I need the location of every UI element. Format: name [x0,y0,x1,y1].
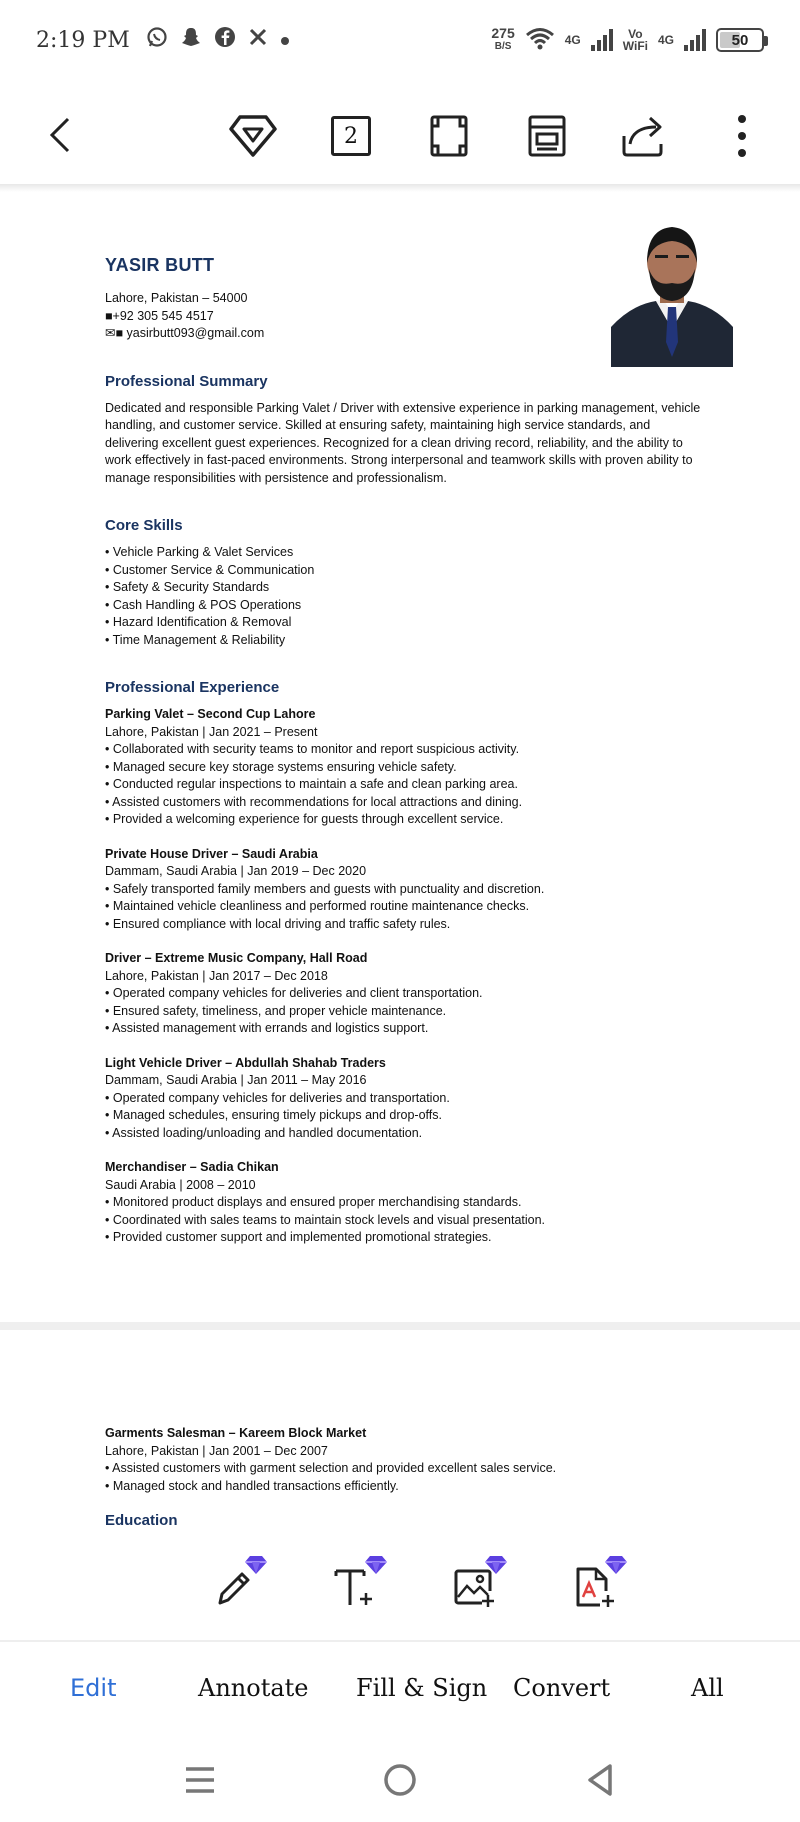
add-image-tool-button[interactable] [438,1555,510,1619]
tab-edit[interactable]: Edit [70,1674,117,1702]
status-bar [0,0,800,80]
home-button[interactable] [370,1758,430,1802]
tab-all[interactable]: All [691,1674,724,1702]
volte-wifi-icon: Vo WiFi [622,27,648,53]
list-item: • Assisted customers with recommendations for local attractions and dining. [105,794,523,809]
premium-gem-icon [484,1555,508,1575]
list-item: • Maintained vehicle cleanliness and performed routine maintenance checks. [105,899,530,913]
network-type-2: 4G [657,33,674,47]
system-back-button[interactable] [570,1758,630,1802]
recent-apps-button[interactable] [170,1758,230,1802]
bottom-tabs [0,1660,800,1716]
list-item: • Assisted management with errands and logistics support. [105,1021,429,1035]
list-item: • Collaborated with security teams to monitor and report suspicious activity. [105,742,520,756]
address: Lahore, Pakistan – 54000 [105,291,248,305]
network-type-1: 4G [564,33,581,47]
job-entry [105,846,725,934]
home-circle-icon [382,1762,418,1798]
profile-photo [611,217,733,367]
document-toolbar [0,90,800,180]
list-item: • Provided a welcoming experience for guests through excellent service. [105,812,504,826]
list-item: • Ensured compliance with local driving and traffic safety rules. [105,916,451,931]
notification-icons [146,26,290,54]
battery-level: 50 [731,31,749,49]
reading-mode-button[interactable] [519,108,575,164]
page-count-button[interactable] [323,108,379,164]
facebook-icon [214,26,236,54]
tabs-divider [0,1640,800,1642]
summary-text: Dedicated and responsible Parking Valet / Driver with extensive experience in parking management, vehicle handling, and customer service. Skilled at ensuring safety, maintaining high service standards, and delivering excellent guest experiences. Recognized for a clean driving record, reliability, and the ability to work effectively in fast-paced environments. Strong interpersonal and teamwork skills with proven ability to manage responsibilities with persistence and professionalism. [105,400,701,485]
experience-heading: Professional Experience [105,679,280,696]
education-heading: Education [105,1512,178,1529]
more-vertical-icon [736,114,748,158]
job-entry [105,1055,725,1143]
premium-gem-icon [244,1555,268,1575]
chevron-left-icon [48,115,72,155]
list-item: • Managed stock and handled transactions efficiently. [105,1478,399,1493]
share-button[interactable] [617,108,673,164]
snapchat-icon [180,26,202,54]
summary-heading: Professional Summary [105,372,268,390]
skills-heading: Core Skills [105,517,183,534]
list-item: • Monitored product displays and ensured proper merchandising standards. [105,1195,522,1209]
email: ✉■ yasirbutt093@gmail.com [105,326,265,340]
job-entry [105,1159,725,1247]
add-page-tool-button[interactable] [558,1555,630,1619]
job-title: Parking Valet – Second Cup Lahore [105,707,316,721]
candidate-name: YASIR BUTT [105,255,215,275]
network-speed-value: 275 [491,25,515,41]
list-item: • Conducted regular inspections to maintain a safe and clean parking area. [105,777,518,791]
list-item: • Time Management & Reliability [105,632,286,647]
more-options-button[interactable] [714,108,770,164]
signal-strength-1-icon [591,29,613,51]
diamond-icon [228,114,278,158]
list-item: • Safely transported family members and guests with punctuality and discretion. [105,881,545,896]
list-item: • Vehicle Parking & Valet Services [105,545,294,559]
page-separator [0,1322,800,1330]
list-item: • Cash Handling & POS Operations [105,597,302,612]
status-time: 2:19 PM [36,27,130,53]
job-meta: Dammam, Saudi Arabia | Jan 2011 – May 2016 [105,1073,367,1087]
skills-list [105,544,725,649]
tab-fill-sign[interactable]: Fill & Sign [356,1674,488,1702]
job-entry [105,706,725,829]
system-navigation-bar [0,1740,800,1822]
page-count-badge: 2 [331,116,371,156]
list-item: • Safety & Security Standards [105,580,270,594]
list-item: • Ensured safety, timeliness, and proper vehicle maintenance. [105,1003,447,1018]
job-entry [105,1425,725,1495]
list-item: • Operated company vehicles for deliveries and client transportation. [105,986,483,1000]
fullscreen-icon [429,114,469,158]
more-notifications-dot-icon [280,29,290,52]
list-item: • Operated company vehicles for deliveries and transportation. [105,1090,450,1105]
list-item: • Assisted loading/unloading and handled documentation. [105,1125,423,1140]
edit-text-tool-button[interactable] [198,1555,270,1619]
job-meta: Lahore, Pakistan | Jan 2001 – Dec 2007 [105,1443,328,1458]
tab-convert[interactable]: Convert [513,1674,611,1702]
share-icon [620,114,670,158]
wifi-icon [525,26,555,55]
fullscreen-button[interactable] [421,108,477,164]
job-meta: Lahore, Pakistan | Jan 2017 – Dec 2018 [105,968,328,983]
resume-page-1 [105,215,725,1264]
phone: ■+92 305 545 4517 [105,308,214,323]
list-item: • Provided customer support and implemented promotional strategies. [105,1230,492,1244]
job-title: Merchandiser – Sadia Chikan [105,1160,279,1174]
list-item: • Managed schedules, ensuring timely pickups and drop-offs. [105,1108,442,1122]
job-meta: Dammam, Saudi Arabia | Jan 2019 – Dec 2020 [105,864,367,878]
job-entry [105,950,725,1038]
x-app-icon [248,27,268,53]
list-item: • Hazard Identification & Removal [105,615,292,629]
premium-button[interactable] [225,108,281,164]
list-item: • Customer Service & Communication [105,562,315,577]
job-title: Garments Salesman – Kareem Block Market [105,1426,367,1440]
tab-annotate[interactable]: Annotate [198,1674,309,1702]
back-triangle-icon [584,1762,616,1798]
job-meta: Saudi Arabia | 2008 – 2010 [105,1177,256,1192]
job-title: Private House Driver – Saudi Arabia [105,846,318,861]
job-title: Driver – Extreme Music Company, Hall Road [105,951,368,965]
job-meta: Lahore, Pakistan | Jan 2021 – Present [105,724,318,739]
job-title: Light Vehicle Driver – Abdullah Shahab Traders [105,1055,386,1070]
battery-icon [716,28,764,52]
list-item: • Managed secure key storage systems ensuring vehicle safety. [105,759,457,774]
network-speed-unit: B/S [494,41,512,52]
premium-gem-icon [604,1555,628,1575]
system-status [491,26,764,55]
resume-page-2 [105,1425,725,1539]
menu-lines-icon [183,1763,217,1797]
edit-tools [0,1555,800,1625]
list-item: • Assisted customers with garment selection and provided excellent sales service. [105,1461,557,1475]
document-layout-icon [527,114,567,158]
premium-gem-icon [364,1555,388,1575]
network-speed [491,26,514,54]
list-item: • Coordinated with sales teams to maintain stock levels and visual presentation. [105,1212,546,1227]
whatsapp-icon [146,26,168,54]
add-text-tool-button[interactable] [318,1555,390,1619]
signal-strength-2-icon [684,29,706,51]
back-button[interactable] [40,110,80,160]
toolbar-shadow [0,184,800,192]
